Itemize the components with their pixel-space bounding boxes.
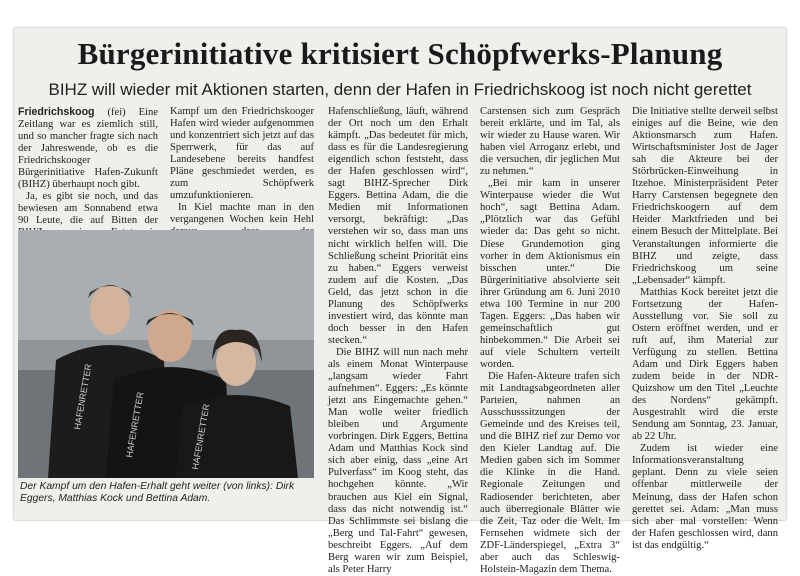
svg-text:HAFENRETTER: HAFENRETTER — [124, 391, 146, 459]
photo-illustration — [18, 230, 314, 478]
paragraph: Die Hafen-Akteure trafen sich mit Landtagsabgeordneten aller Parteien, nahmen an Ausschusssitzungen der Gemeinde und des Kreises teil, und die BIHZ rief zur Demo vor den Kieler Landtag auf. Die Medien gaben sich im Sommer die Klinke in die Hand. Regionale Zeitungen und Radiosender berichteten, aber auch überregionale Blätter wie die Zeit, Taz oder die Welt. Im Fernsehen widmete sich der ZDF-Länderspiegel, „Extra 3“ aber auch das Schleswig-Holstein-Magazin dem Thema. — [480, 371, 620, 575]
paragraph: Zudem ist wieder eine Informationsveranstaltung geplant. Denn zu viele seien offenbar mittlerweile der Meinung, dass der Hafen schon gerettet sei. Adam: „Man muss sich aber mal vorstellen: Wenn der Hafen geschlossen wird, dann ist das endgültig.“ — [632, 443, 778, 551]
article-column-3 — [328, 106, 468, 576]
subheadline: BIHZ will wieder mit Aktionen starten, denn der Hafen in Friedrichskoog ist noch nicht gerettet — [48, 80, 752, 99]
article-column-4 — [480, 106, 620, 576]
newspaper-clipping — [14, 28, 786, 575]
paragraph: „Bei mir kam in unserer Winterpause wieder die Wut hoch“, sagt Bettina Adam. „Plötzlich war das Gefühl wieder da: Das geht so nicht. Diese Grundemotion ging vorher in dem Aktionismus ein bisschen unter.“ Die Bürgerinitiative absolvierte seit ihrer Gründung am 6. Juni 2010 etwa 100 Termine in nur 200 Tagen. Eggers: „Das haben wir gemeinschaftlich gut hinbekommen.“ Die Arbeit sei auf viele Schultern verteilt worden. — [480, 178, 620, 370]
paragraph: Ja, es gibt sie noch, und das bewiesen am Sonnabend etwa 90 Leute, die auf Bitten der — [18, 191, 158, 227]
svg-text:HAFENRETTER: HAFENRETTER — [72, 363, 94, 431]
paragraph: Die Initiative stellte derweil selbst einiges auf die Beine, wie den Aktionsmarsch zum Hafen. Wirtschaftsminister Jost de Jager sah die Akteure bei der Störbrücken-Einweihung in Itzehoe. Ministerpräsident Peter Harry Carstensen begegnete den Friedrichskoogern auf dem Heider Marktfrieden und bei einem Besuch der Mittelplate. Bei Veranstaltungen informierte die BIHZ und zeigte, dass Friedrichskoog um seine „Lebensader“ kämpft. — [632, 106, 778, 286]
paragraph: Matthias Kock bereitet jetzt die Fortsetzung der Hafen-Ausstellung vor. Sie soll zu Ostern eröffnet werden, und er ruft auf, ihm Material zur Verfügung zu stellen. Bettina Adam und Dirk Eggers haben zudem beide in der NDR-Quizshow um den Titel „Leuchte des Nordens“ gekämpft. Ausgestrahlt wird die erste Sendung am Sonntag, 23. Januar, ab 22 Uhr. — [632, 286, 778, 443]
article-column-5 — [632, 106, 778, 552]
dateline: Friedrichskoog — [18, 106, 95, 118]
paragraph: Carstensen sich zum Gespräch bereit erklärte, und im Tal, als wir wieder zu Hause waren. Wir haben viel Arroganz erlebt, und die versuchen, dir jeglichen Mut zu nehmen.“ — [480, 106, 620, 178]
paragraph: Die BIHZ will nun nach mehr als einem Monat Winterpause „langsam wieder Fahrt aufnehmen“. Eggers: „Es könnte jetzt ans Eingemachte gehen.“ Man wolle weiter friedlich bleiben und Argumente vorbringen. Dirk Eggers, Bettina Adam und Matthias Kock sind sich aber einig, dass „eine Art Pulverfass“ im Koog steht, das hochgehen könnte. „Wir brauchen aus Kiel ein Signal, dass das nicht notwendig ist.“ Das Schlimmste sei bislang die „Berg und Tal-Fahrt“ gewesen, beschreibt Eggers. „Auf dem Berg waren wir zum Beispiel, als Peter Harry — [328, 346, 468, 575]
headline: Bürgerinitiative kritisiert Schöpfwerks-Planung — [77, 36, 723, 71]
svg-text:HAFENRETTER: HAFENRETTER — [190, 403, 212, 471]
paragraph: Kampf um den Friedrichskooger Hafen wird wieder aufgenommen und konzentriert sich jetzt auf das Sperrwerk, für das auf Landesebene bereits handfest Pläne geschmiedet werden, es zum Schöpfwerk umzufunktionieren. — [170, 106, 314, 202]
paragraph: In Kiel machte man in den vergangenen Wochen kein Hehl — [170, 202, 314, 226]
photo-caption: Der Kampf um den Hafen-Erhalt geht weiter (von links): Dirk Eggers, Matthias Kock und Bettina Adam. — [20, 481, 295, 504]
article-photo — [18, 230, 314, 478]
paragraph: Hafenschließung, läuft, während der Ort noch um den Erhalt kämpft. „Das bedeutet für mich, dass es für die Landesregierung eigentlich schon feststeht, dass der Hafen geschlossen wird“, sagt BIHZ-Sprecher Dirk Eggers. Bettina Adam, die die Medien mit Informationen versorgt, bekräftigt: „Das verstehen wir so, dass man uns nicht wirklich helfen will. Die Schließung scheint Priorität eins zu haben.“ Eggers verweist zudem auf die Kosten. „Das Geld, das jetzt schon in die Planung des Schöpfwerks investiert wird, das könnte man doch besser in den Hafen stecken.“ — [328, 106, 468, 346]
lead-paragraph: Friedrichskoog (fei) Eine Zeitlang war es ziemlich still, und so mancher fragte sich nach der Jahreswende, ob es die Friedrichskooger Bürgerinitiative Hafen-Zukunft (BIHZ) überhaupt noch gibt. — [18, 106, 158, 191]
